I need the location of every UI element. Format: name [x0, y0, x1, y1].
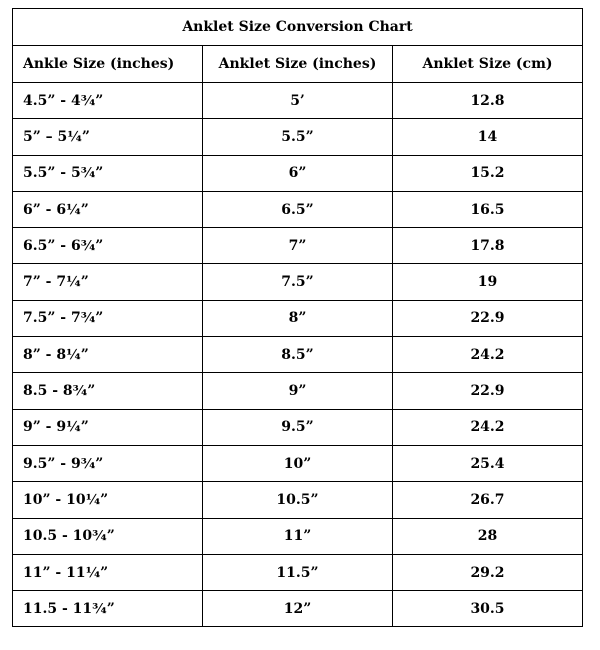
table-row	[13, 373, 583, 409]
anklet-size-cm-cell: 15.2	[393, 155, 583, 191]
anklet-size-inches-cell: 10”	[203, 445, 393, 481]
anklet-size-inches-cell: 7”	[203, 228, 393, 264]
size-table	[12, 8, 583, 627]
anklet-size-cm-cell: 24.2	[393, 409, 583, 445]
ankle-size-cell: 5” – 5¼”	[13, 119, 203, 155]
table-row	[13, 155, 583, 191]
ankle-size-cell: 5.5” - 5¾”	[13, 155, 203, 191]
anklet-size-cm-cell: 12.8	[393, 83, 583, 119]
anklet-size-inches-cell: 12”	[203, 591, 393, 627]
anklet-size-inches-cell: 10.5”	[203, 482, 393, 518]
title-row	[13, 9, 583, 46]
anklet-size-inches-cell: 8.5”	[203, 337, 393, 373]
anklet-size-inches-cell: 5’	[203, 83, 393, 119]
ankle-size-cell: 10.5 - 10¾”	[13, 518, 203, 554]
ankle-size-cell: 7” - 7¼”	[13, 264, 203, 300]
anklet-size-cm-cell: 25.4	[393, 445, 583, 481]
ankle-size-cell: 10” - 10¼”	[13, 482, 203, 518]
ankle-size-cell: 9.5” - 9¾”	[13, 445, 203, 481]
ankle-size-cell: 11.5 - 11¾”	[13, 591, 203, 627]
table-row	[13, 300, 583, 336]
anklet-size-cm-cell: 29.2	[393, 554, 583, 590]
conversion-chart	[12, 8, 583, 627]
header-anklet-size-inches: Anklet Size (inches)	[203, 46, 393, 83]
anklet-size-inches-cell: 11”	[203, 518, 393, 554]
table-row	[13, 264, 583, 300]
anklet-size-cm-cell: 16.5	[393, 191, 583, 227]
anklet-size-cm-cell: 30.5	[393, 591, 583, 627]
ankle-size-cell: 8.5 - 8¾”	[13, 373, 203, 409]
table-body	[13, 83, 583, 627]
table-row	[13, 554, 583, 590]
ankle-size-cell: 8” - 8¼”	[13, 337, 203, 373]
table-row	[13, 228, 583, 264]
ankle-size-cell: 4.5” - 4¾”	[13, 83, 203, 119]
header-row	[13, 46, 583, 83]
anklet-size-cm-cell: 22.9	[393, 300, 583, 336]
anklet-size-cm-cell: 24.2	[393, 337, 583, 373]
table-row	[13, 119, 583, 155]
table-row	[13, 445, 583, 481]
table-row	[13, 591, 583, 627]
table-row	[13, 191, 583, 227]
ankle-size-cell: 9” - 9¼”	[13, 409, 203, 445]
anklet-size-cm-cell: 19	[393, 264, 583, 300]
table-row	[13, 83, 583, 119]
ankle-size-cell: 11” - 11¼”	[13, 554, 203, 590]
anklet-size-cm-cell: 14	[393, 119, 583, 155]
anklet-size-inches-cell: 5.5”	[203, 119, 393, 155]
ankle-size-cell: 7.5” - 7¾”	[13, 300, 203, 336]
anklet-size-inches-cell: 6”	[203, 155, 393, 191]
table-row	[13, 518, 583, 554]
anklet-size-inches-cell: 7.5”	[203, 264, 393, 300]
ankle-size-cell: 6” - 6¼”	[13, 191, 203, 227]
anklet-size-inches-cell: 6.5”	[203, 191, 393, 227]
anklet-size-inches-cell: 9”	[203, 373, 393, 409]
table-row	[13, 409, 583, 445]
anklet-size-cm-cell: 17.8	[393, 228, 583, 264]
ankle-size-cell: 6.5” - 6¾”	[13, 228, 203, 264]
header-anklet-size-cm: Anklet Size (cm)	[393, 46, 583, 83]
header-ankle-size-inches: Ankle Size (inches)	[13, 46, 203, 83]
table-row	[13, 337, 583, 373]
table-row	[13, 482, 583, 518]
anklet-size-cm-cell: 28	[393, 518, 583, 554]
anklet-size-inches-cell: 8”	[203, 300, 393, 336]
anklet-size-cm-cell: 26.7	[393, 482, 583, 518]
anklet-size-inches-cell: 9.5”	[203, 409, 393, 445]
anklet-size-cm-cell: 22.9	[393, 373, 583, 409]
table-title: Anklet Size Conversion Chart	[13, 9, 583, 46]
anklet-size-inches-cell: 11.5”	[203, 554, 393, 590]
